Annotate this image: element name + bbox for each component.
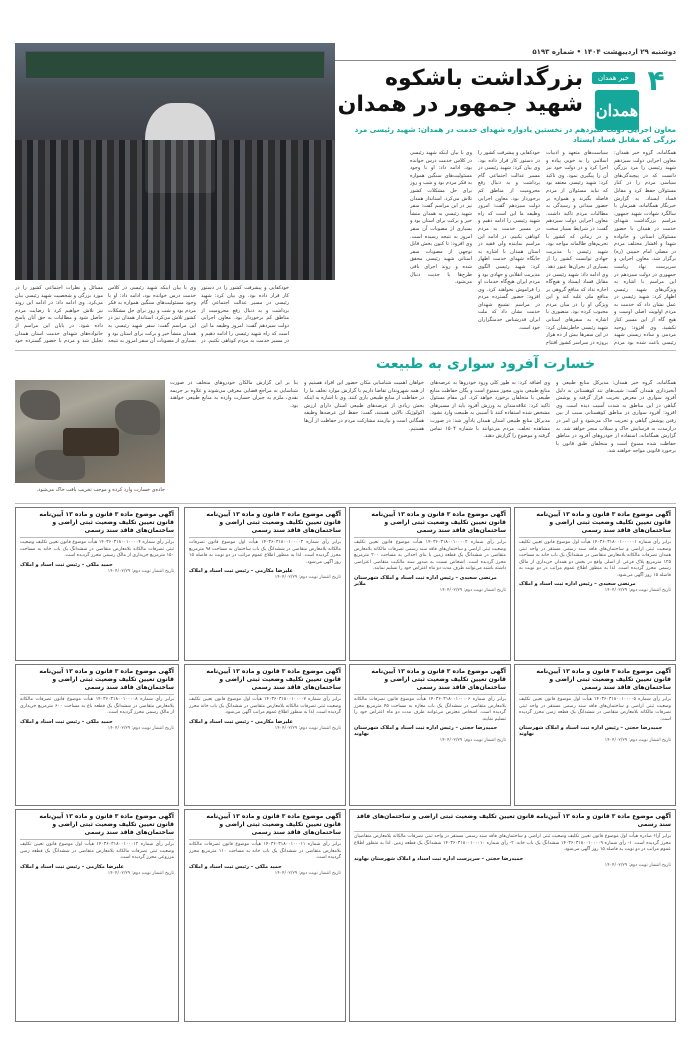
column-text: خواهان اهمیت شناسایی مکان حضور این افراد هستیم و از همه شهروندان تقاضا داریم با گزارش موارد تخلف ما را در حفاظت از منابع طبیعی یاری کنند. وی با اشاره به اینکه بخش زیادی از عرصه‌های طبیعی استان دارای ارزش اکولوژیک بالایی هستند، گفت: حفظ این عرصه‌ها وظیفه همگانی است و نیازمند مشارکت مردم در حفاظت از آن‌ها هستیم. — [304, 380, 424, 432]
legal-ad — [514, 664, 676, 806]
ad-date: تاریخ انتشار نوبت دوم: ۱۴۰۴/۰۲/۲۹ — [604, 738, 671, 743]
ad-date: تاریخ انتشار نوبت دوم: ۱۴۰۴/۰۲/۲۹ — [274, 725, 341, 731]
main-story-column-3 — [478, 150, 540, 345]
ad-date: تاریخ انتشار نوبت دوم: ۱۴۰۴/۰۲/۲۹ — [604, 588, 671, 593]
ad-body: برابر آراء صادره هیأت اول موضوع قانون تعیین تکلیف وضعیت ثبتی اراضی و ساختمان‌های فاقد سند رسمی مستقر در واحد ثبتی تصرفات مالکانه بلامعارض متقاضیان محرز گردیده است. ۱- رأی شماره ۱۴۰۳۶۰۳۱۸۰۰۱۰۰۰۰۹ ششدانگ یک باب خانه. ۲- رأی شماره ۱۴۰۳۶۰۳۱۸۰۰۱۰۰۰۱۰ ششدانگ یک قطعه زمین. لذا به منظور اطلاع عموم مراتب در دو نوبت به فاصله ۱۵ روز آگهی می‌شود. — [354, 834, 671, 852]
ad-title: آگهی موضوع ماده ۳ قانون و ماده ۱۳ آیین‌نامه قانون تعیین تکلیف وضعیت ثبتی اراضی و ساختمان‌های فاقد سند رسمی — [189, 511, 341, 538]
ad-title: آگهی موضوع ماده ۳ قانون و ماده ۱۳ آیین‌نامه قانون تعیین تکلیف وضعیت ثبتی اراضی و ساختمان‌های فاقد سند رسمی — [354, 511, 506, 538]
legal-ad — [514, 507, 676, 661]
column-text: وی با بیان اینکه شهید رئیسی در کلاس خدمت درس خوانده بود، ادامه داد: او با وجود مسئولیت‌های سنگین همواره به فکر مردم بود و شب و روز برای حل مشکلات کشور تلاش می‌کرد. استاندار همدان نیز در این مراسم گفت: سفر شهید رئیسی به همدان منشأ خیر و برکت برای استان بود و بسیاری از مصوبات آن سفر امروز به نتیجه — [108, 285, 196, 345]
headline-line-1: بزرگداشت باشکوه — [385, 66, 583, 91]
legal-ad — [349, 507, 511, 661]
ad-date: تاریخ انتشار نوبت دوم: ۱۴۰۴/۰۲/۲۹ — [439, 738, 506, 743]
column-text: مسائل و نظرات اجتماعی کشور را در مورد بزرگی و شخصیت شهید رئیسی بیان می‌کرد. وی ادامه داد: در ادامه این روند نیز تلاش خواهیم کرد تا رضایت مردم حاصل شود و مطالبات به حق آنان پاسخ داده شود. در پایان این مراسم از خانواده‌های شهدای خدمت استان همدان تجلیل شد و مردم با حضور گسترده خود — [15, 285, 103, 345]
story2-column-4 — [170, 380, 298, 490]
ad-date: تاریخ انتشار نوبت دوم: ۱۴۰۴/۰۲/۲۹ — [107, 568, 174, 574]
headline-line-2: شهید جمهور در همدان — [337, 92, 583, 117]
photo-caption: جاده‌ی خسارت وارد کرده و موجب تخریب بافت خاک می‌شود. — [36, 487, 165, 493]
ad-signature: حمید ملکی – رئیس ثبت اسناد و املاک — [20, 561, 113, 568]
ad-body: برابر رأی شماره ۱۴۰۳۶۰۳۱۸۰۰۱۰۰۰۰۰۱ هیأت اول موضوع قانون تعیین تکلیف وضعیت ثبتی اراضی و ساختمان‌های فاقد سند رسمی مستقر در واحد ثبتی همدان تصرفات مالکانه بلامعارض متقاضی در ششدانگ یک باب خانه به مساحت ۱۲۵ مترمربع پلاک فرعی از اصلی واقع در بخش دو همدان خریداری از مالک رسمی محرز گردیده است. لذا به منظور اطلاع عموم مراتب در دو نوبت به فاصله ۱۵ روز آگهی می‌شود. — [519, 540, 671, 578]
legal-ad — [15, 809, 179, 1022]
ad-date: تاریخ انتشار نوبت دوم: ۱۴۰۴/۰۲/۲۹ — [274, 575, 341, 580]
section-badge: خبر همدان — [592, 72, 635, 84]
legal-ad — [184, 664, 346, 806]
photo-rock — [115, 400, 160, 435]
main-story-photo — [15, 43, 335, 280]
main-subtitle: معاون اجرایی دولت سیزدهم در نخستین یادواره شهدای خدمت در همدان: شهید رئیسی مرد بزرگی که مقابل فساد ایستاد — [354, 125, 676, 144]
story2-column-1 — [556, 380, 676, 490]
ad-signature: علیرضا مکارمی – رئیس ثبت اسناد و املاک — [189, 568, 293, 574]
legal-ad — [184, 507, 346, 661]
ad-date: تاریخ انتشار نوبت دوم: ۱۴۰۴/۰۲/۲۹ — [107, 725, 174, 731]
ad-title: آگهی موضوع ماده ۳ قانون و ماده ۱۳ آیین‌نامه قانون تعیین تکلیف وضعیت ثبتی اراضی و ساختمان‌های فاقد سند رسمی — [20, 511, 174, 538]
ad-date: تاریخ انتشار نوبت دوم: ۱۴۰۴/۰۲/۲۹ — [107, 870, 174, 876]
photo-crowd — [15, 140, 335, 280]
ad-body: برابر رأی شماره ۱۴۰۳۶۰۳۱۸۰۰۱۰۰۰۰۳ هیأت اول موضوع قانون تصرفات مالکانه بلامعارض متقاضی در ششدانگ یک باب ساختمان به مساحت ۹۸ مترمربع محرز گردیده است. لذا به منظور اطلاع عموم مراتب در دو نوبت به فاصله ۱۵ روز آگهی می‌شود. — [189, 540, 342, 565]
ad-body: برابر رأی شماره ۱۴۰۳۶۰۳۱۸۰۰۱۰۰۰۰۲ هیأت موضوع قانون تعیین تکلیف وضعیت ثبتی اراضی و ساختمان‌های فاقد سند رسمی تصرفات مالکانه بلامعارض متقاضی در ششدانگ یک قطعه زمین با بنای احداثی به مساحت ۲۰۰ مترمربع محرز گردیده است. اشخاص نسبت به صدور سند مالکیت متقاضی اعتراضی داشته باشند می‌توانند ظرف مدت دو ماه اعتراض خود را تسلیم نمایند. — [354, 540, 507, 571]
column-text: سیاست‌های متعهد و ادبیات اسلامی را به خوبی پیاده و اجرا کرد و در دولت خود نیز آن را پیگیری نمود. وی تاکید کرد: شهید رئیسی معتقد بود که نباید مسئولان از مردم فاصله بگیرند و همواره بر حضور میدانی و رسیدگی به مطالبات مردم تاکید داشت. معاون اجرایی دولت سیزدهم گفت: در شرایط بسیار سخت و در زمانی که کشور با تحریم‌های ظالمانه مواجه بود، شهید رئیسی با مدیریت جهادی توانست کشور را از بسیاری از بحران‌ها عبور دهد. وی ادامه داد: شهید رئیسی در مقابل فساد ایستاد و هیچ‌گاه اجازه نداد که منافع گروهی بر منافع ملی غلبه کند و این ویژگی او را در میان مردم محبوب کرده بود. منصوری با اشاره به سفرهای استانی شهید رئیسی خاطرنشان کرد: در این سفرها بیش از ده هزار پروژه در سراسر کشور افتتاح — [546, 150, 608, 345]
ad-signature: حمیدرضا حجتی – رئیس اداره ثبت اسناد و املاک شهرستان نهاوند — [354, 725, 498, 737]
ad-signature: حمیدرضا حجتی – رئیس اداره ثبت اسناد و املاک شهرستان نهاوند — [519, 725, 663, 737]
ad-title: آگهی موضوع ماده ۳ قانون و ماده ۱۳ آیین‌نامه قانون تعیین تکلیف وضعیت ثبتی اراضی و ساختمان‌های فاقد سند رسمی — [354, 668, 506, 695]
ad-title: آگهی موضوع ماده ۳ قانون و ماده ۱۳ آیین‌نامه قانون تعیین تکلیف وضعیت ثبتی اراضی و ساختمان‌های فاقد سند رسمی — [20, 668, 174, 695]
column-text: بنا بر این گزارش مالکان خودروهای متخلف در صورت شناسایی به مراجع قضایی معرفی می‌شوند و علاوه بر جریمه نقدی، ملزم به جبران خسارت وارده به منابع طبیعی خواهند بود. — [170, 380, 298, 409]
column-text: وی اضافه کرد: به طور کلی ورود خودروها به عرصه‌های منابع طبیعی بدون مجوز ممنوع است و یگان حفاظت منابع طبیعی با متخلفان برخورد خواهد کرد. این مقام مسئول تاکید کرد: علاقه‌مندان به ورزش آفرود باید از مسیرهای مشخص شده استفاده کنند تا آسیبی به طبیعت وارد نشود. مدیرکل منابع طبیعی استان همدان یادآور شد: در صورت مشاهده تخلف، مردم می‌توانند با شماره ۱۵۰۴ تماس گرفته و موضوع را گزارش دهند. — [430, 380, 550, 440]
main-story-column-6 — [108, 285, 196, 345]
main-story-column-7 — [201, 285, 289, 345]
column-text: وی با بیان اینکه شهید رئیسی در کلاس خدمت درس خوانده بود، ادامه داد: او با وجود مسئولیت‌های سنگین همواره به فکر مردم بود و شب و روز برای حل مشکلات کشور تلاش می‌کرد. استاندار همدان نیز در این مراسم گفت: سفر شهید رئیسی به همدان منشأ خیر و برکت برای استان بود و بسیاری از مصوبات آن سفر امروز به نتیجه رسیده است. وی افزود: تا کنون بخش قابل توجهی از مصوبات سفر استانی شهید رئیسی محقق شده و روند اجرای باقی طرح‌ها با جدیت دنبال می‌شود. — [410, 150, 472, 286]
column-text: همگامانه، گروه خبر همدان: معاون اجرایی دولت سیزدهم شهید رئیسی را مرد بزرگی دانست که در پیچیدگی‌های سیاسی مردم را در کنار مسئولان حفظ کرد و مقابل فساد ایستاد. به گزارش خبرنگار همگامانه، همزمان با سالگرد شهادت شهید جمهور، مراسم بزرگداشت شهدای خدمت در همدان با حضور مسئولان استانی و خانواده شهدا و اقشار مختلف مردم در مصلی امام خمینی (ره) برگزار شد. معاون اجرایی و سرپرست نهاد ریاست جمهوری در دولت سیزدهم در این مراسم با اشاره به ویژگی‌های شهید رئیسی اظهار کرد: شهید رئیسی در عمل نشان داد که خدمت به مردم اولویت اصلی اوست و هیچ گاه از این مسیر کنار نکشید. وی افزود: روحیه مردمی و ساده زیستی شهید رئیسی باعث شده بود مردم — [614, 150, 676, 345]
legal-ad-large — [349, 809, 676, 1022]
column-text: خودکفایی و پیشرفت کشور را در دستور کار قرار داده بود. وی بیان کرد: شهید رئیسی در مسیر عدالت اجتماعی گام برداشت و به دنبال رفع محرومیت از مناطق کم برخوردار بود. معاون اجرایی دولت سیزدهم گفت: امروز وظیفه ما این است که راه شهید رئیسی را ادامه دهیم و در مسیر خدمت به مردم کوتاهی نکنیم. در — [201, 285, 289, 345]
ad-signature: علیرضا مکارمی – رئیس ثبت اسناد و املاک — [20, 863, 124, 870]
main-story-column-4 — [410, 150, 472, 345]
ad-body: برابر رأی شماره ۱۴۰۳۶۰۳۱۸۰۰۱۰۰۰۰۵ هیأت اول موضوع قانون تعیین تکلیف وضعیت ثبتی اراضی و ساختمان‌های فاقد سند رسمی مستقر در واحد ثبتی تصرفات مالکانه بلامعارض متقاضی در ششدانگ یک قطعه زمین محرز گردیده است. — [519, 697, 672, 722]
ad-date: تاریخ انتشار نوبت دوم: ۱۴۰۴/۰۲/۲۹ — [604, 862, 671, 868]
ad-signature: مرتضی سعیدی – رئیس اداره ثبت اسناد و املاک — [519, 581, 636, 587]
main-story-column-1 — [614, 150, 676, 345]
ad-body: برابر رأی شماره ۱۴۰۳۶۰۳۱۸۰۰۱۰۰۰۰۷ هیأت اول موضوع قانون تعیین تکلیف وضعیت ثبتی تصرفات مالکانه بلامعارض متقاضی در ششدانگ یک باب خانه محرز گردیده است. لذا به منظور اطلاع عموم مراتب آگهی می‌شود. — [189, 697, 342, 715]
column-text: خودکفایی و پیشرفت کشور را در دستور کار قرار داده بود. وی بیان کرد: شهید رئیسی در مسیر عدالت اجتماعی گام برداشت و به دنبال رفع محرومیت از مناطق کم برخوردار بود. معاون اجرایی دولت سیزدهم گفت: امروز وظیفه ما این است که راه شهید رئیسی را ادامه دهیم و در مسیر خدمت به مردم کوتاهی نکنیم. در ادامه این مراسم نماینده ولی فقیه در استان همدان با اشاره به جایگاه شهدای خدمت اظهار کرد: شهید رئیسی الگوی مدیریت انقلابی و جهادی بود و مردم ایران هیچ‌گاه خدمات او را فراموش نخواهند کرد. وی افزود: حضور گسترده مردم در مراسم تشییع شهدای خدمت نشان داد که ملت ایران قدرشناس خدمتگزاران خود است. — [478, 150, 540, 331]
ad-body: برابر رأی شماره ۱۴۰۳۶۰۳۱۸۰۰۱۰۰۰۰۸ هیأت موضوع قانون تصرفات مالکانه بلامعارض متقاضی در ششدانگ یک قطعه باغ به مساحت ۶۰۰ مترمربع خریداری از مالک رسمی محرز گردیده است. — [20, 697, 174, 715]
story2-headline: خسارت آفرود سواری به طبیعت — [376, 356, 596, 372]
newspaper-logo: همدان — [595, 90, 639, 130]
ad-signature: حمید ملکی – رئیس ثبت اسناد و املاک — [20, 718, 113, 725]
main-story-column-5 — [15, 285, 103, 345]
legal-ad — [184, 809, 346, 1022]
ad-title: آگهی موضوع ماده ۳ قانون و ماده ۱۳ آیین‌نامه قانون تعیین تکلیف وضعیت ثبتی اراضی و ساختمان‌های فاقد سند رسمی — [189, 668, 341, 695]
ad-date: تاریخ انتشار نوبت دوم: ۱۴۰۴/۰۲/۲۹ — [439, 587, 506, 593]
ad-body: برابر رأی شماره ۱۴۰۳۶۰۳۱۸۰۰۱۰۰۰۱۱ هیأت موضوع قانون تصرفات مالکانه بلامعارض متقاضی در ششدانگ یک باب خانه به مساحت ۱۱۰ مترمربع محرز گردیده است. — [189, 842, 341, 860]
photo-banner — [25, 51, 325, 79]
ad-title: آگهی موضوع ماده ۳ قانون و ماده ۱۳ آیین‌نامه قانون تعیین تکلیف وضعیت ثبتی اراضی و ساختمان‌های فاقد سند رسمی — [354, 813, 671, 832]
photo-rock — [20, 390, 60, 420]
ad-body: برابر رأی شماره ۱۴۰۳۶۰۳۱۸۰۰۱۰۰۰۰۶ هیأت موضوع قانون تصرفات مالکانه بلامعارض متقاضی در ششدانگ یک باب مغازه به مساحت ۴۵ مترمربع محرز گردیده است. اشخاص معترض می‌توانند ظرف مدت دو ماه اعتراض خود را تسلیم نمایند. — [354, 697, 506, 722]
ad-title: آگهی موضوع ماده ۳ قانون و ماده ۱۳ آیین‌نامه قانون تعیین تکلیف وضعیت ثبتی اراضی و ساختمان‌های فاقد سند رسمی — [189, 813, 341, 840]
ad-signature: حمید ملکی – رئیس ثبت اسناد و املاک — [189, 863, 282, 870]
story2-column-2 — [430, 380, 550, 490]
ad-body: برابر رأی شماره ۱۴۰۳۶۰۳۱۸۰۰۱۰۰۰۰۴ هیأت موضوع قانون تعیین تکلیف وضعیت ثبتی تصرفات مالکانه بلامعارض متقاضی در ششدانگ یک باب خانه به مساحت ۱۵۰ مترمربع خریداری از مالک رسمی محرز گردیده است. — [20, 540, 174, 558]
legal-ad — [15, 507, 179, 661]
ad-title: آگهی موضوع ماده ۳ قانون و ماده ۱۳ آیین‌نامه قانون تعیین تکلیف وضعیت ثبتی اراضی و ساختمان‌های فاقد سند رسمی — [20, 813, 174, 840]
ad-signature: مرتضی سعیدی – رئیس اداره ثبت اسناد و املاک شهرستان ملایر — [354, 574, 497, 587]
offroad-photo — [15, 380, 165, 483]
ad-body: برابر رأی شماره ۱۴۰۳۶۰۳۱۸۰۰۱۰۰۰۱۲ هیأت اول موضوع قانون تعیین تکلیف وضعیت ثبتی تصرفات مالکانه بلامعارض متقاضی در ششدانگ یک قطعه زمین مزروعی محرز گردیده است. — [20, 842, 174, 860]
ad-date: تاریخ انتشار نوبت دوم: ۱۴۰۴/۰۲/۲۹ — [274, 870, 341, 876]
page-number: ۴ — [647, 64, 665, 97]
story2-column-3 — [304, 380, 424, 490]
ad-title: آگهی موضوع ماده ۳ قانون و ماده ۱۳ آیین‌نامه قانون تعیین تکلیف وضعیت ثبتی اراضی و ساختمان‌های فاقد سند رسمی — [519, 511, 671, 538]
section-divider — [15, 503, 676, 504]
main-story-column-2 — [546, 150, 608, 345]
ad-signature: حمیدرضا حجتی – سرپرست اداره ثبت اسناد و املاک شهرستان نهاوند — [354, 855, 524, 862]
column-text: همگامانه، گروه خبر همدان: مدیرکل منابع طبیعی و آبخیزداری همدان گفت: شیب‌های تند کوهستانی به دلیل آفرود سواری در معرض تخریب قرار گرفته و پوشش گیاهی در این مناطق به شدت آسیب دیده است. وی افزود: آفرود سواری در مناطق کوهستانی سبب از بین رفتن پوشش گیاهی و تخریب خاک می‌شود و این امر در درازمدت به فرسایش خاک و سیلاب منجر خواهد شد. به گزارش همگامانه، استفاده از خودروهای آفرود در مناطق حفاظت شده ممنوع است و متخلفان طبق قانون با برخورد قانونی مواجه خواهند شد. — [556, 380, 676, 455]
photo-offroad-vehicle — [63, 428, 119, 456]
ad-signature: علیرضا مکارمی – رئیس ثبت اسناد و املاک — [189, 718, 293, 725]
section-divider — [15, 350, 676, 351]
ad-title: آگهی موضوع ماده ۳ قانون و ماده ۱۳ آیین‌نامه قانون تعیین تکلیف وضعیت ثبتی اراضی و ساختمان‌های فاقد سند رسمی — [519, 668, 671, 695]
main-headline — [333, 66, 583, 118]
legal-ad — [349, 664, 511, 806]
issue-date: دوشنبه ۲۹ اردیبهشت ۱۴۰۴ • شماره ۵۱۹۳ — [532, 48, 676, 56]
legal-ad — [15, 664, 179, 806]
